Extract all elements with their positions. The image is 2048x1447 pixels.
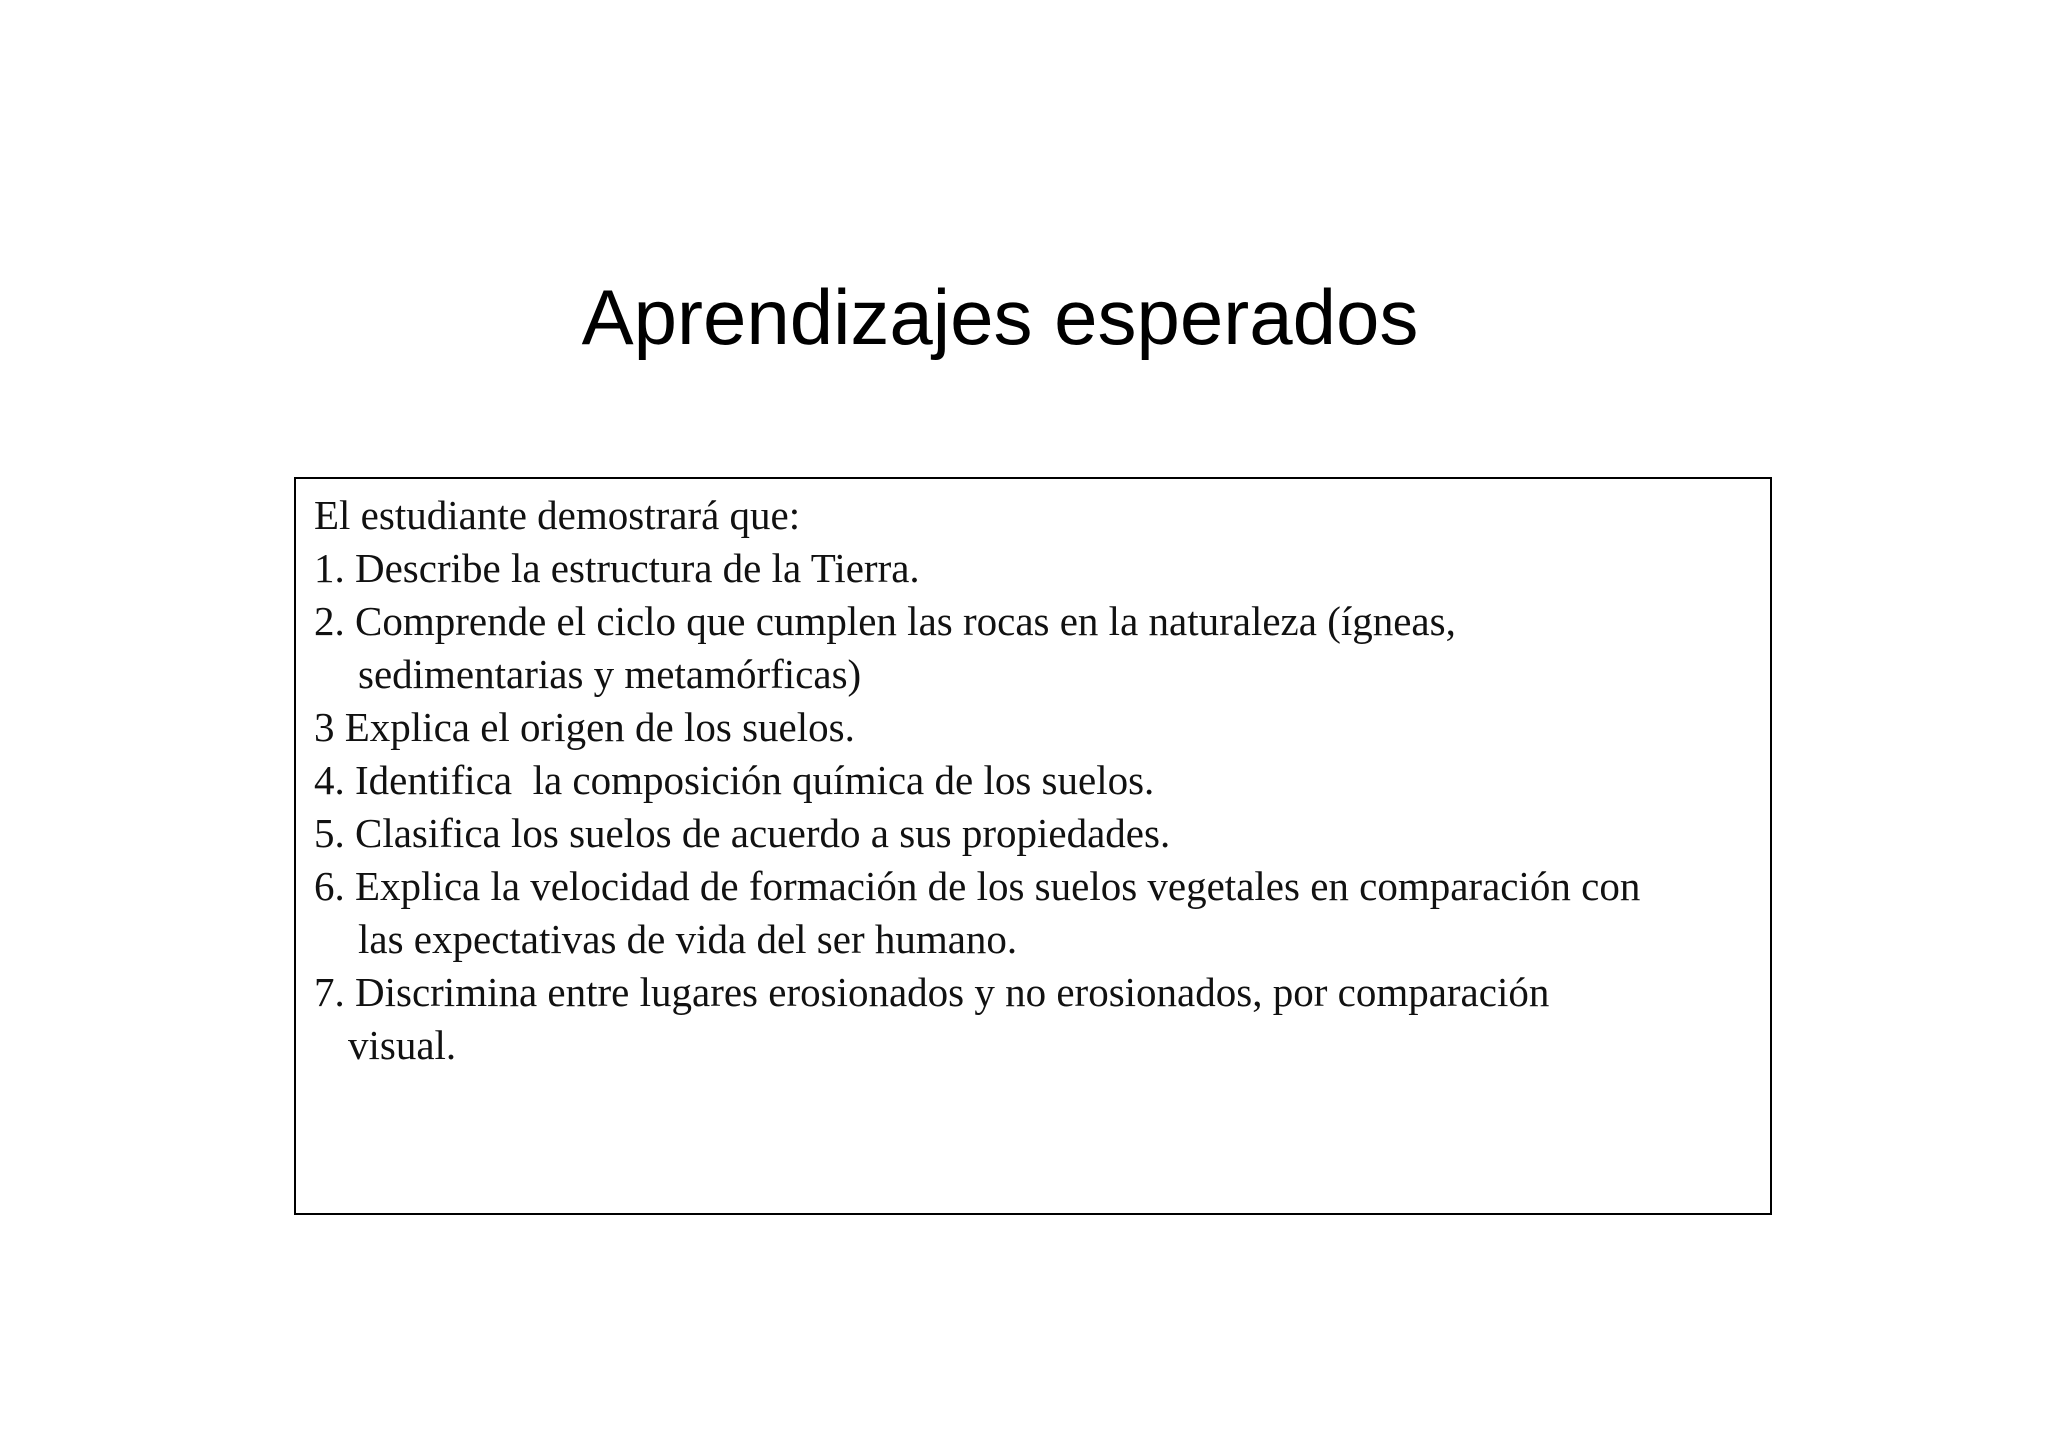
outcome-line-2: 2. Comprende el ciclo que cumplen las rocas en la naturaleza (ígneas, (314, 598, 1456, 644)
learning-outcomes-text (314, 489, 1764, 1072)
outcome-line-1: 1. Describe la estructura de la Tierra. (314, 545, 920, 591)
outcome-line-4: 4. Identifica la composición química de los suelos. (314, 757, 1155, 803)
outcome-line-6: 6. Explica la velocidad de formación de los suelos vegetales en comparación con (314, 863, 1641, 909)
outcome-line-2-continued: sedimentarias y metamórficas) (358, 651, 862, 697)
learning-outcomes-box (294, 477, 1772, 1215)
outcome-line-7-continued: visual. (348, 1022, 457, 1068)
intro-line: El estudiante demostrará que: (314, 492, 801, 538)
outcome-line-6-continued: las expectativas de vida del ser humano. (358, 916, 1018, 962)
outcome-line-3: 3 Explica el origen de los suelos. (314, 704, 855, 750)
slide-title: Aprendizajes esperados (581, 273, 1419, 361)
outcome-line-5: 5. Clasifica los suelos de acuerdo a sus propiedades. (314, 810, 1171, 856)
outcome-line-7: 7. Discrimina entre lugares erosionados y no erosionados, por comparación (314, 969, 1550, 1015)
